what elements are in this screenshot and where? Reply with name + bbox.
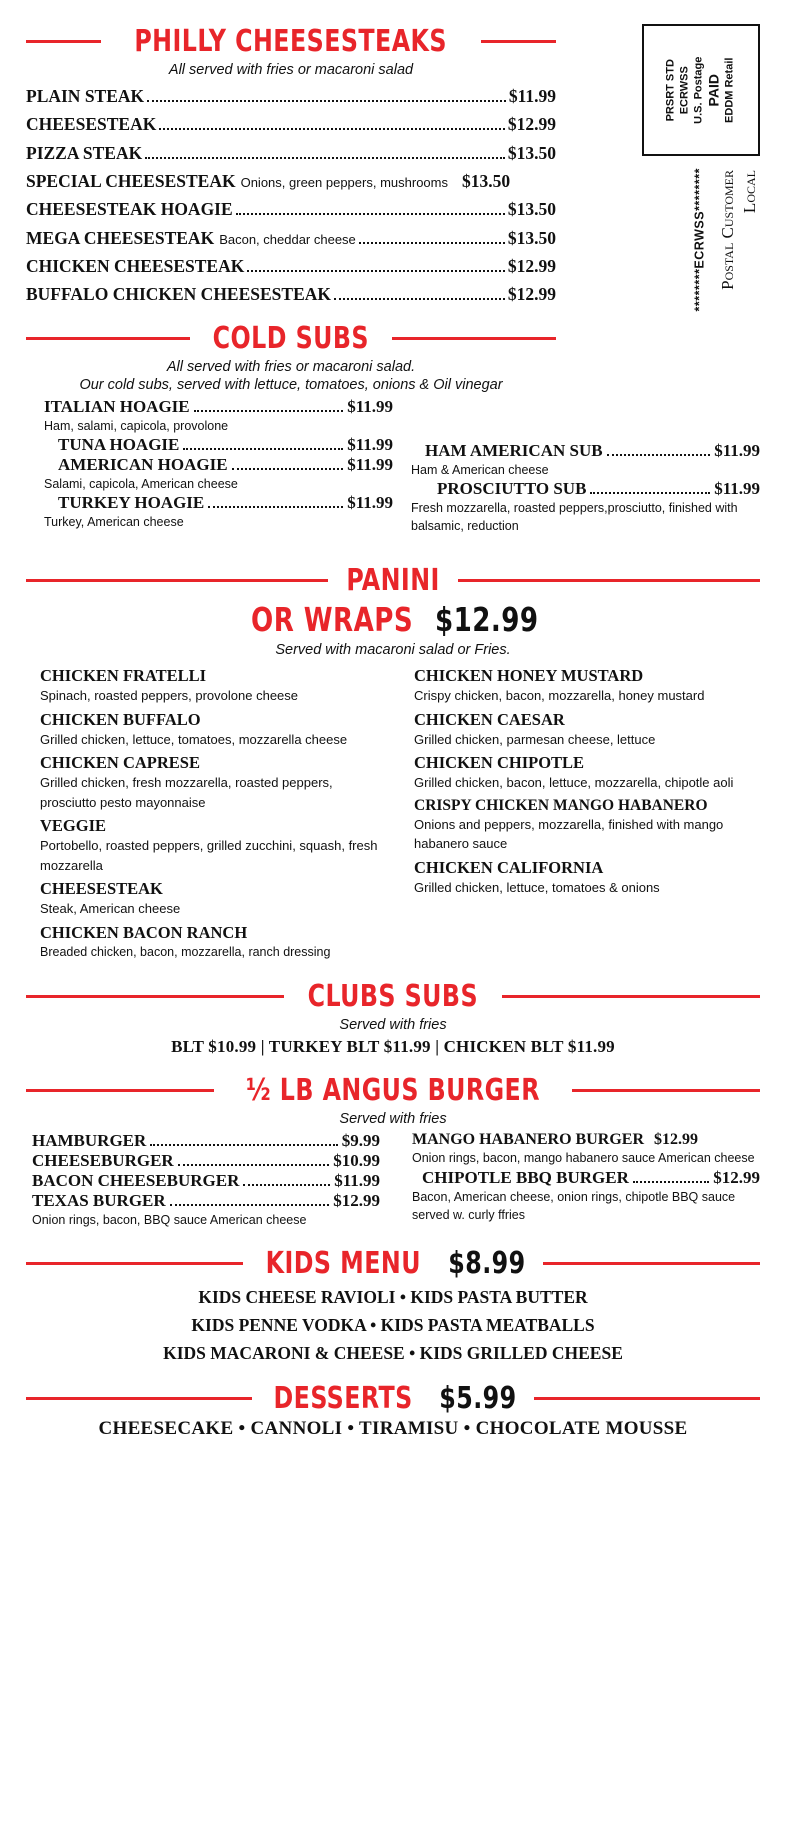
item-price: $11.99	[714, 478, 760, 498]
kids-line-1: KIDS CHEESE RAVIOLI • KIDS PASTA BUTTER	[198, 1286, 588, 1307]
section-title-or-wraps: OR WRAPS	[251, 600, 414, 640]
item-name: CHEESEBURGER	[32, 1151, 174, 1171]
leader-dots	[590, 491, 710, 494]
item-description: Grilled chicken, parmesan cheese, lettuce	[414, 731, 656, 747]
item-description: Turkey, American cheese	[44, 515, 184, 529]
item-description: Onions, green peppers, mushrooms	[240, 175, 448, 191]
panini-left-column	[26, 662, 386, 961]
desserts-price: $5.99	[439, 1380, 517, 1416]
item-description: Salami, capicola, American cheese	[44, 476, 238, 491]
rule-left	[26, 337, 190, 340]
section-title-panini: PANINI	[346, 563, 440, 599]
section-title-cold-subs: COLD SUBS	[212, 320, 370, 356]
item-name: CRISPY CHICKEN MANGO HABANERO	[414, 796, 708, 814]
postal-line-2: ECRWSS	[678, 65, 691, 115]
panini-subtitle: Served with macaroni salad or Fries.	[275, 642, 511, 659]
menu-item	[44, 455, 393, 475]
item-description: Steak, American cheese	[40, 901, 181, 917]
cold-subs-subtitle-1: All served with fries or macaroni salad.	[166, 358, 416, 375]
leader-dots	[607, 453, 711, 456]
item-name: CHICKEN BUFFALO	[40, 709, 201, 729]
item-name: CHICKEN HONEY MUSTARD	[414, 666, 644, 686]
section-header-desserts	[26, 1381, 760, 1416]
leader-dots	[170, 1203, 330, 1206]
item-name: CHEESESTEAK	[26, 114, 157, 135]
item-description: Grilled chicken, bacon, lettuce, mozzarella, chipotle aoli	[414, 775, 734, 791]
item-price: $13.50	[507, 142, 556, 163]
leader-dots	[247, 269, 505, 272]
item-name: CHICKEN CAPRESE	[40, 753, 200, 773]
rule-right	[543, 1262, 760, 1265]
menu-item	[26, 224, 556, 252]
item-description: Portobello, roasted peppers, grilled zucchini, squash, fresh mozzarella	[40, 838, 378, 873]
rule-right	[502, 995, 760, 998]
philly-subtitle: All served with fries or macaroni salad	[168, 62, 414, 78]
menu-item	[411, 441, 760, 461]
item-name: CHEESESTEAK HOAGIE	[26, 199, 233, 220]
menu-item	[44, 397, 393, 417]
item-description: Grilled chicken, lettuce, tomatoes, mozzarella cheese	[40, 731, 348, 747]
menu-item	[26, 252, 556, 280]
item-price: $11.99	[334, 1171, 380, 1191]
section-header-clubs	[26, 979, 760, 1014]
item-description: Onions and peppers, mozzarella, finished with mango habanero sauce	[414, 816, 724, 852]
kids-price: $8.99	[448, 1245, 526, 1281]
item-price: $13.50	[507, 227, 556, 248]
postal-line-3: U.S. Postage	[692, 56, 705, 124]
item-description: Onion rings, bacon, BBQ sauce American cheese	[32, 1213, 307, 1228]
menu-item	[26, 110, 556, 138]
item-description: Grilled chicken, lettuce, tomatoes & onions	[414, 879, 660, 895]
item-name: TURKEY HOAGIE	[58, 493, 205, 512]
leader-dots	[208, 505, 343, 508]
item-name: PIZZA STEAK	[26, 142, 143, 163]
item-name: CHICKEN FRATELLI	[40, 666, 207, 686]
menu-item	[411, 479, 760, 499]
menu-item	[412, 1131, 760, 1149]
leader-dots	[633, 1180, 709, 1183]
clubs-items-line: BLT $10.99 | TURKEY BLT $11.99 | CHICKEN BLT $11.99	[171, 1037, 615, 1057]
leader-dots	[183, 447, 343, 450]
leader-dots	[243, 1183, 330, 1186]
menu-item	[26, 167, 556, 195]
postal-permit-box	[642, 24, 760, 156]
item-description: Fresh mozzarella, roasted peppers,prosciutto, finished with balsamic, reduction	[411, 500, 738, 533]
item-price: $13.50	[461, 171, 511, 192]
rule-right	[534, 1397, 760, 1400]
ecrwss-barcode-text: ********ECRWSS********	[692, 168, 706, 312]
item-name: ITALIAN HOAGIE	[44, 396, 190, 416]
menu-item	[32, 1151, 380, 1171]
rule-right	[458, 579, 760, 582]
item-name: CHICKEN CHIPOTLE	[414, 753, 585, 773]
item-name: TUNA HOAGIE	[58, 434, 180, 454]
item-description: Bacon, American cheese, onion rings, chipotle BBQ sauce served w. curly ffries	[412, 1189, 736, 1222]
item-price: $13.50	[507, 199, 556, 220]
menu-item	[44, 435, 393, 455]
postal-permit-text	[665, 56, 738, 123]
rule-left	[26, 40, 101, 43]
burgers-subtitle: Served with fries	[339, 1111, 447, 1128]
postal-customer-block	[700, 170, 760, 420]
item-price: $12.99	[713, 1167, 760, 1187]
item-price: $12.99	[507, 256, 556, 277]
philly-item-list	[26, 82, 556, 309]
rule-left	[26, 1089, 214, 1092]
leader-dots	[194, 409, 344, 412]
postal-customer-line-2: Postal Customer	[718, 170, 737, 290]
kids-line-3: KIDS MACARONI & CHEESE • KIDS GRILLED CHEESE	[163, 1342, 623, 1363]
item-name: CHICKEN CALIFORNIA	[414, 857, 604, 877]
item-name: BUFFALO CHICKEN CHEESESTEAK	[26, 284, 332, 305]
menu-item	[26, 82, 556, 110]
rule-right	[572, 1089, 760, 1092]
item-price: $11.99	[347, 396, 393, 416]
item-description: Crispy chicken, bacon, mozzarella, honey mustard	[414, 688, 705, 704]
section-header-burgers	[26, 1073, 760, 1108]
postal-line-5: EDDM Retail	[723, 57, 736, 123]
item-description: Ham & American cheese	[411, 462, 549, 477]
menu-item	[26, 139, 556, 167]
menu-item	[26, 280, 556, 308]
item-description: Spinach, roasted peppers, provolone cheese	[40, 688, 299, 704]
item-price: $11.99	[347, 454, 393, 474]
item-price: $11.99	[347, 493, 393, 512]
leader-dots	[178, 1163, 330, 1166]
item-name: CHICKEN CAESAR	[414, 709, 565, 729]
item-description: Bacon, cheddar cheese	[219, 231, 356, 247]
cold-subs-left-column	[26, 397, 393, 535]
section-header-panini	[26, 563, 760, 598]
section-header-philly	[26, 24, 556, 59]
item-name: VEGGIE	[40, 816, 107, 836]
item-name: PLAIN STEAK	[26, 86, 145, 106]
item-name: CHICKEN BACON RANCH	[40, 922, 248, 942]
cold-subs-subtitle-2: Our cold subs, served with lettuce, tomatoes, onions & Oil vinegar	[79, 376, 503, 393]
menu-item	[26, 195, 556, 223]
item-name: CHIPOTLE BBQ BURGER	[422, 1167, 629, 1187]
item-name: MANGO HABANERO BURGER	[412, 1131, 645, 1149]
menu-item	[32, 1191, 380, 1211]
item-name: HAMBURGER	[32, 1131, 147, 1151]
item-name: CHICKEN CHEESESTEAK	[26, 256, 245, 277]
section-header-kids	[26, 1246, 760, 1281]
item-name: HAM AMERICAN SUB	[425, 440, 603, 460]
item-name: TEXAS BURGER	[32, 1191, 166, 1211]
section-header-cold-subs	[26, 321, 556, 356]
rule-left	[26, 995, 284, 998]
item-name: PROSCIUTTO SUB	[437, 478, 587, 498]
section-title-desserts: DESSERTS	[273, 1380, 413, 1416]
section-title-kids: KIDS MENU	[265, 1245, 421, 1281]
item-name: SPECIAL CHEESESTEAK	[26, 171, 236, 192]
item-price: $11.99	[714, 440, 760, 460]
leader-dots	[334, 297, 505, 300]
burgers-right-column	[398, 1131, 760, 1229]
item-name: BACON CHEESEBURGER	[32, 1171, 240, 1191]
item-name: CHEESESTEAK	[40, 879, 163, 899]
rule-left	[26, 579, 328, 582]
leader-dots	[147, 99, 506, 102]
item-price: $11.99	[347, 434, 393, 454]
item-name: MEGA CHEESESTEAK	[26, 227, 215, 248]
item-price: $12.99	[654, 1131, 699, 1149]
burgers-left-column	[26, 1131, 380, 1229]
item-price: $12.99	[333, 1191, 380, 1211]
panini-price: $12.99	[435, 600, 539, 640]
section-title-philly: PHILLY CHEESESTEAKS	[134, 24, 448, 59]
postal-line-4: PAID	[706, 73, 722, 107]
rule-left	[26, 1397, 252, 1400]
menu-item	[32, 1131, 380, 1151]
item-description: Breaded chicken, bacon, mozzarella, ranch dressing	[40, 944, 331, 959]
item-description: Grilled chicken, fresh mozzarella, roasted peppers, prosciutto pesto mayonnaise	[40, 775, 333, 810]
kids-line-2: KIDS PENNE VODKA • KIDS PASTA MEATBALLS	[191, 1314, 595, 1335]
leader-dots	[359, 241, 505, 244]
panini-right-column	[404, 662, 760, 961]
postal-customer-line-1: Local	[740, 170, 759, 214]
item-price: $12.99	[507, 114, 556, 135]
item-name: AMERICAN HOAGIE	[58, 454, 228, 474]
menu-item	[44, 493, 393, 513]
rule-left	[26, 1262, 243, 1265]
section-title-clubs: CLUBS SUBS	[307, 979, 479, 1015]
leader-dots	[145, 156, 505, 159]
leader-dots	[150, 1143, 337, 1146]
section-title-burgers: ½ LB ANGUS BURGER	[246, 1073, 540, 1109]
rule-right	[481, 40, 556, 43]
item-price: $11.99	[508, 86, 556, 106]
desserts-line: CHEESECAKE • CANNOLI • TIRAMISU • CHOCOLATE MOUSSE	[98, 1417, 688, 1439]
item-price: $9.99	[341, 1131, 380, 1151]
leader-dots	[159, 127, 505, 130]
item-description: Onion rings, bacon, mango habanero sauce American cheese	[412, 1151, 755, 1166]
menu-item	[32, 1171, 380, 1191]
item-description: Ham, salami, capicola, provolone	[44, 418, 229, 433]
rule-right	[392, 337, 556, 340]
item-price: $12.99	[507, 284, 556, 305]
leader-dots	[451, 186, 459, 187]
leader-dots	[648, 1143, 650, 1144]
leader-dots	[232, 467, 344, 470]
panini-title-line-2	[26, 600, 760, 639]
postal-line-1: PRSRT STD	[664, 58, 677, 122]
postal-indicia	[642, 24, 760, 156]
leader-dots	[236, 212, 505, 215]
menu-item	[412, 1168, 760, 1188]
item-price: $10.99	[333, 1151, 380, 1171]
clubs-subtitle: Served with fries	[339, 1017, 447, 1034]
